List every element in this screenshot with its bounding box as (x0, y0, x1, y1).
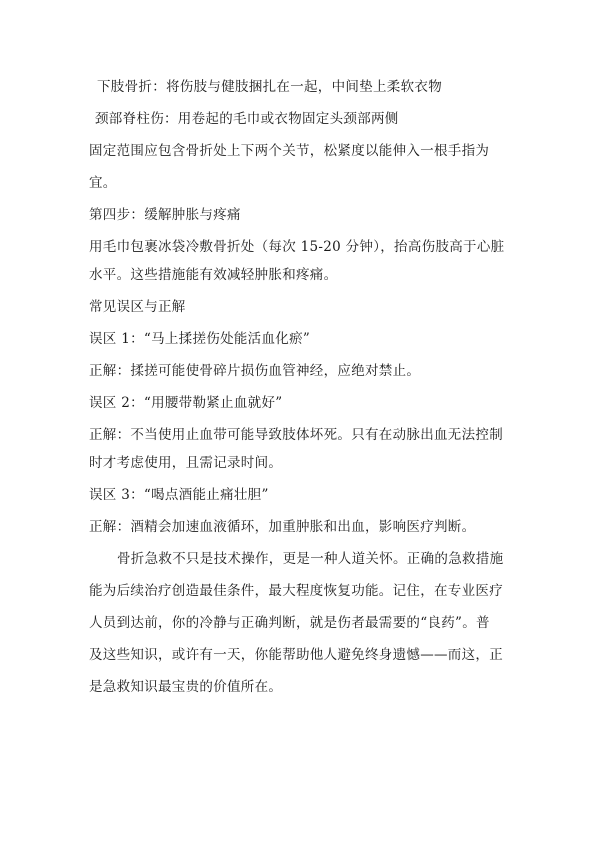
closing-paragraph-line-3: 人员到达前，你的冷静与正确判断，就是伤者最需要的“良药”。普 (89, 615, 490, 631)
text-line-cervical-spine-injury: 颈部脊柱伤：用卷起的毛巾或衣物固定头颈部两侧 (95, 111, 399, 127)
correction-1: 正解：揉搓可能使骨碎片损伤血管神经，应绝对禁止。 (89, 363, 421, 379)
text-line-cold-compress: 用毛巾包裹冰袋冷敷骨折处（每次 15-20 分钟），抬高伤肢高于心脏 (89, 239, 505, 255)
misconception-2: 误区 2：“用腰带勒紧止血就好” (89, 395, 283, 411)
correction-2-cont: 时才考虑使用，且需记录时间。 (89, 455, 283, 471)
misconception-3: 误区 3：“喝点酒能止痛壮胆” (89, 487, 269, 503)
closing-paragraph-line-5: 是急救知识最宝贵的价值所在。 (89, 679, 283, 695)
text-line-lower-limb-fracture: 下肢骨折：将伤肢与健肢捆扎在一起，中间垫上柔软衣物 (97, 79, 442, 95)
text-line-cold-compress-cont: 水平。这些措施能有效减轻肿胀和疼痛。 (89, 267, 338, 283)
text-line-fixation-range: 固定范围应包含骨折处上下两个关节，松紧度以能伸入一根手指为 (89, 143, 490, 159)
correction-2: 正解：不当使用止血带可能导致肢体坏死。只有在动脉出血无法控制 (89, 427, 503, 443)
text-line-fixation-range-cont: 宜。 (89, 175, 117, 191)
closing-paragraph-line-1: 骨折急救不只是技术操作，更是一种人道关怀。正确的急救措施 (117, 551, 504, 567)
closing-paragraph-line-4: 及这些知识，或许有一天，你能帮助他人避免终身遗憾——而这，正 (89, 647, 503, 663)
section-heading-misconceptions: 常见误区与正解 (89, 299, 186, 315)
correction-3: 正解：酒精会加速血液循环，加重肿胀和出血，影响医疗判断。 (89, 519, 476, 535)
section-heading-step-four: 第四步：缓解肿胀与疼痛 (89, 207, 241, 223)
closing-paragraph-line-2: 能为后续治疗创造最佳条件，最大程度恢复功能。记住，在专业医疗 (89, 583, 503, 599)
misconception-1: 误区 1：“马上揉搓伤处能活血化瘀” (89, 331, 311, 347)
